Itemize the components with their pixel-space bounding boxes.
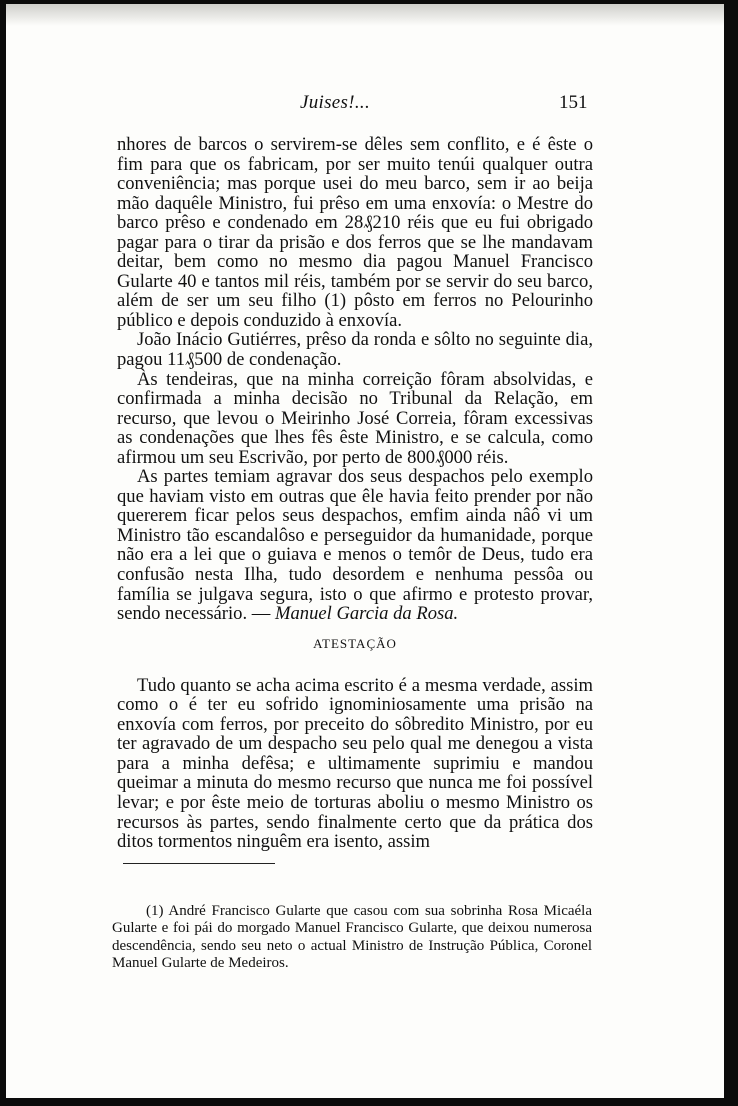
- paragraph-tendeiras: Às tendeiras, que na minha correição fôram absolvidas, e confirmada a minha decisão no Tribunal da Relação, em recurso, que levou o Meirinho José Correia, fôram excessivas as condenações que lhes fês êste Ministro, e se calcula, como afirmou um seu Escrivão, por perto de 800₰000 réis.: [117, 368, 593, 468]
- footnote-rule: [123, 863, 275, 864]
- footnote: (1) André Francisco Gularte que casou com sua sobrinha Rosa Micaéla Gularte e foi pái do morgado Manuel Francisco Gularte, que deixou numerosa descendência, sendo seu neto o actual Ministro de Instrução Pública, Coronel Manuel Gularte de Medeiros.: [112, 903, 592, 972]
- body-text: [117, 135, 593, 852]
- running-title: Juises!...: [300, 92, 371, 113]
- signature: Manuel Garcia da Rosa.: [275, 603, 459, 625]
- paragraph-gutierres: João Inácio Gutiérres, prêso da ronda e sôlto no seguinte dia, pagou 11₰500 de condenação.: [117, 329, 593, 371]
- paragraph-atestacao: Tudo quanto se acha acima escrito é a mesma verdade, assim como o é ter eu sofrido ignominiosamente uma prisão na enxovía com ferros, por preceito do sôbredito Ministro, por eu ter agravado de um despacho seu pelo qual me denegou a vista para a minha defêsa; e ultimamente suprimiu e mandou queimar a minuta do mesmo recurso que nunca me foi possível levar; e por êste meio de torturas aboliu o mesmo Ministro os recursos às partes, sendo finalmente certo que da prática dos ditos tormentos ninguêm era isento, assim: [117, 674, 593, 853]
- book-page: [6, 4, 724, 1098]
- page-header: [6, 92, 724, 118]
- paragraph-continued: nhores de barcos o servirem-se dêles sem conflito, e é êste o fim para que os fabricam, por ser muito tenúi qualquer outra conveniência; mas porque usei do meu barco, sem ir ao beija mão daquêle Ministro, fui prêso em uma enxovía: o Mestre do barco prêso e condenado em 28₰210 réis que eu fui obrigado pagar para o tirar da prisão e dos ferros que se lhe mandavam deitar, bem como no mesmo dia pagou Manuel Francisco Gularte 40 e tantos mil réis, também por se servir do seu barco, além de ser um seu filho (1) pôsto em ferros no Pelourinho público e depois conduzido à enxovía.: [117, 134, 593, 331]
- section-heading: ATESTAÇÃO: [313, 635, 397, 651]
- paragraph-partes: [117, 467, 593, 623]
- paragraph-partes-text: As partes temiam agravar dos seus despachos pelo exemplo que haviam visto em outras que êle havia feito prender por não quererem ficar pelos seus despachos, emfim ainda nâô vi um Ministro tão escandalôso e perseguidor da humanidade, porque não era a lei que o guiava e menos o temôr de Deus, tudo era confusão nesta Ilha, tudo desordem e nenhuma pessôa ou família se julgava segura, isto o que afirmo e protesto provar, sendo necessário. —: [117, 466, 593, 625]
- page-top-shadow: [6, 4, 724, 26]
- page-number: 151: [559, 92, 588, 113]
